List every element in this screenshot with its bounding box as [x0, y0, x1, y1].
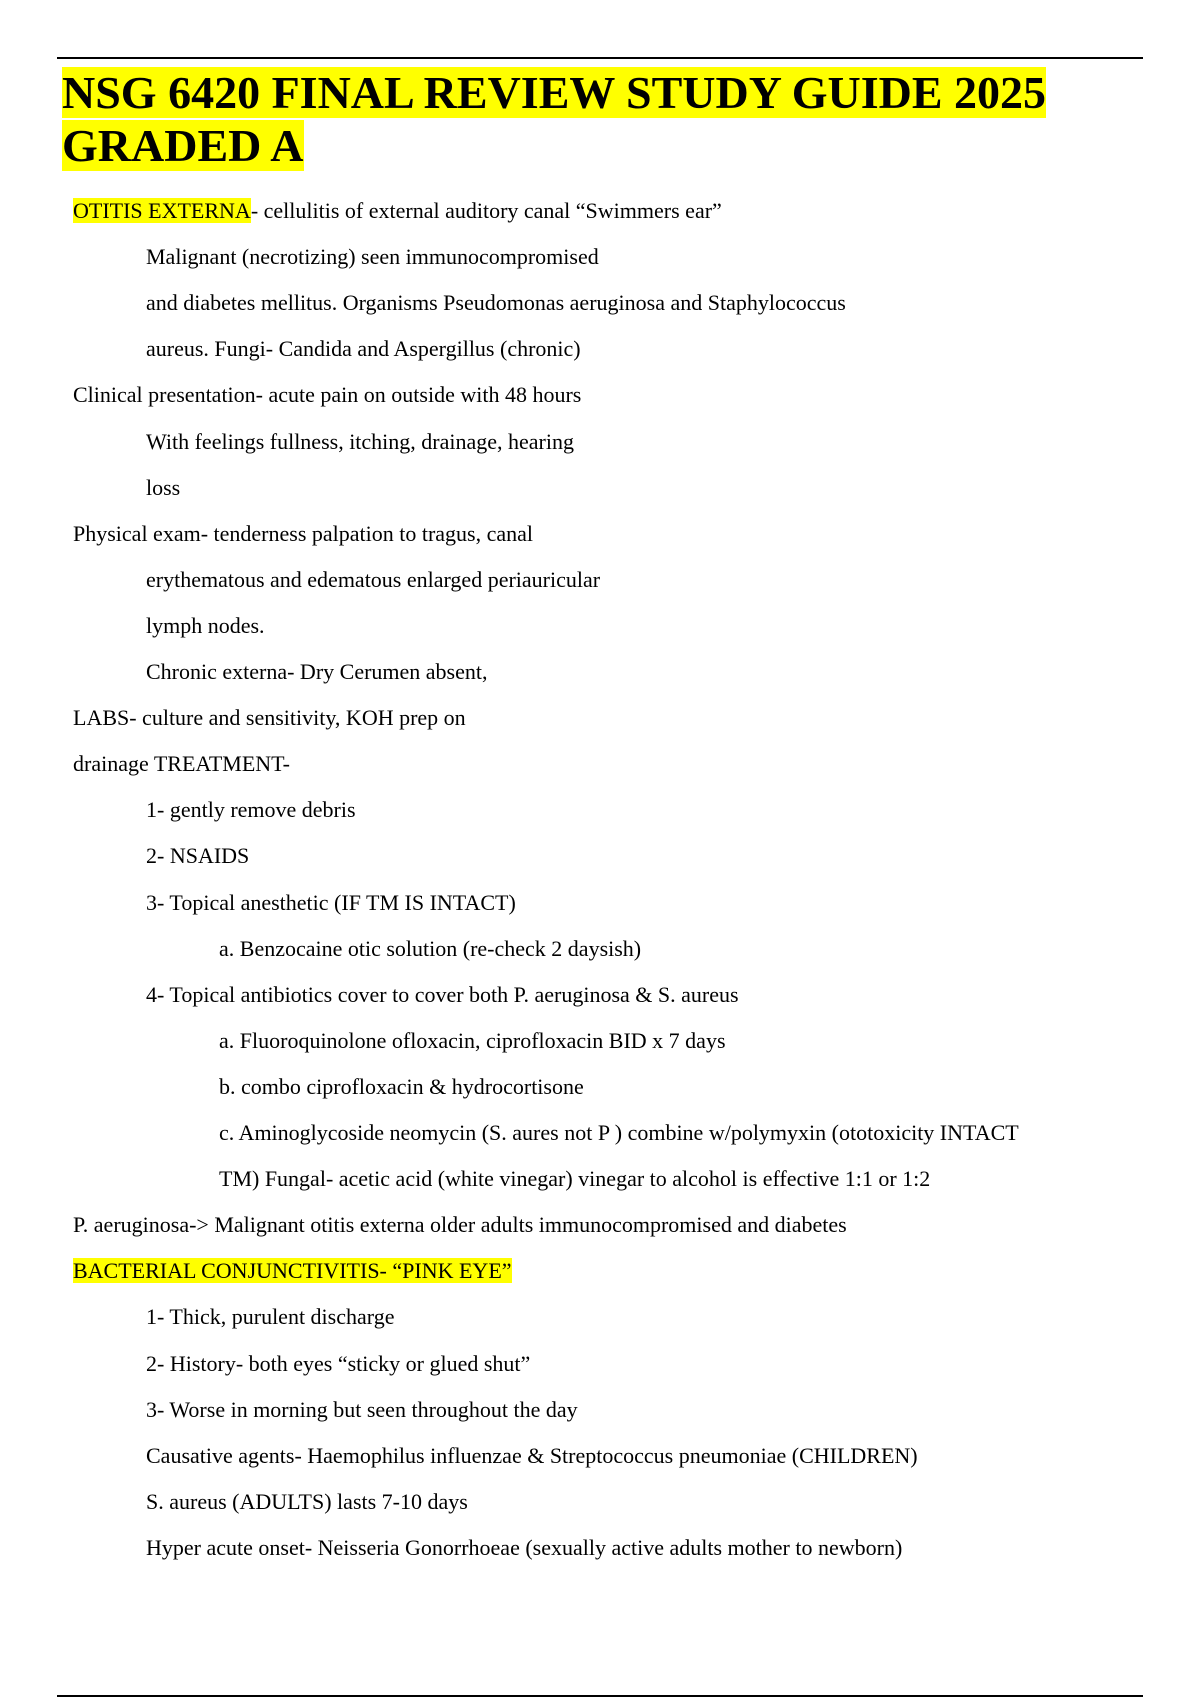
text-line — [146, 611, 265, 641]
line-text: aureus. Fungi- Candida and Aspergillus (chronic) — [146, 336, 581, 361]
line-text: With feelings fullness, itching, drainage, hearing — [146, 429, 574, 454]
text-line — [146, 1533, 902, 1563]
text-line — [146, 657, 488, 687]
bottom-rule — [57, 1695, 1143, 1697]
highlighted-heading: BACTERIAL CONJUNCTIVITIS- “PINK EYE” — [73, 1258, 512, 1283]
line-text: 1- gently remove debris — [146, 797, 356, 822]
document-title-text: NSG 6420 FINAL REVIEW STUDY GUIDE 2025 GRADED A — [62, 67, 1047, 171]
line-text: LABS- culture and sensitivity, KOH prep on — [73, 705, 466, 730]
text-line — [146, 1441, 918, 1471]
line-text: 2- NSAIDS — [146, 843, 250, 868]
line-text: Chronic externa- Dry Cerumen absent, — [146, 659, 488, 684]
line-text: c. Aminoglycoside neomycin (S. aures not P ) combine w/polymyxin (ototoxicity INTACT — [219, 1120, 1019, 1145]
line-text: P. aeruginosa-> Malignant otitis externa older adults immunocompromised and diabetes — [73, 1212, 847, 1237]
line-text: loss — [146, 475, 181, 500]
line-text: and diabetes mellitus. Organisms Pseudomonas aeruginosa and Staphylococcus — [146, 290, 846, 315]
line-text: 4- Topical antibiotics cover to cover both P. aeruginosa & S. aureus — [146, 982, 739, 1007]
text-line — [73, 1256, 512, 1286]
line-text: Malignant (necrotizing) seen immunocompromised — [146, 244, 599, 269]
text-line — [146, 334, 581, 364]
text-line — [219, 1072, 584, 1102]
text-line — [146, 841, 249, 871]
text-line — [146, 473, 180, 503]
line-text: erythematous and edematous enlarged periauricular — [146, 567, 601, 592]
line-text: a. Fluoroquinolone ofloxacin, ciprofloxacin BID x 7 days — [219, 1028, 726, 1053]
text-line — [146, 288, 846, 318]
text-line — [73, 703, 466, 733]
line-text: - cellulitis of external auditory canal “Swimmers ear” — [250, 198, 722, 223]
line-text: 3- Worse in morning but seen throughout the day — [146, 1397, 578, 1422]
top-rule — [57, 57, 1143, 59]
text-line — [73, 749, 290, 779]
text-line — [146, 1349, 530, 1379]
text-line — [219, 1026, 726, 1056]
text-line — [146, 795, 356, 825]
text-line — [146, 888, 516, 918]
text-line — [219, 1164, 930, 1194]
line-text: drainage TREATMENT- — [73, 751, 290, 776]
line-text: Causative agents- Haemophilus influenzae & Streptococcus pneumoniae (CHILDREN) — [146, 1443, 918, 1468]
line-text: a. Benzocaine otic solution (re-check 2 daysish) — [219, 936, 642, 961]
document-title — [62, 66, 1142, 172]
line-text: 1- Thick, purulent discharge — [146, 1304, 395, 1329]
line-text: Physical exam- tenderness palpation to tragus, canal — [73, 521, 534, 546]
text-line — [73, 380, 581, 410]
line-text: lymph nodes. — [146, 613, 265, 638]
text-line — [146, 1395, 578, 1425]
text-line — [146, 980, 739, 1010]
text-line — [146, 1302, 394, 1332]
text-line — [73, 1210, 847, 1240]
line-text: 3- Topical anesthetic (IF TM IS INTACT) — [146, 890, 516, 915]
text-line — [73, 519, 533, 549]
text-line — [146, 565, 600, 595]
line-text: Clinical presentation- acute pain on outside with 48 hours — [73, 382, 582, 407]
line-text: TM) Fungal- acetic acid (white vinegar) vinegar to alcohol is effective 1:1 or 1:2 — [219, 1166, 931, 1191]
text-line — [73, 196, 722, 226]
text-line — [146, 427, 574, 457]
text-line — [146, 242, 599, 272]
line-text: Hyper acute onset- Neisseria Gonorrhoeae (sexually active adults mother to newborn) — [146, 1535, 903, 1560]
highlighted-heading: OTITIS EXTERNA — [73, 198, 251, 223]
line-text: 2- History- both eyes “sticky or glued shut” — [146, 1351, 531, 1376]
line-text: b. combo ciprofloxacin & hydrocortisone — [219, 1074, 584, 1099]
line-text: S. aureus (ADULTS) lasts 7-10 days — [146, 1489, 468, 1514]
text-line — [146, 1487, 468, 1517]
text-line — [219, 934, 641, 964]
text-line — [219, 1118, 1019, 1148]
